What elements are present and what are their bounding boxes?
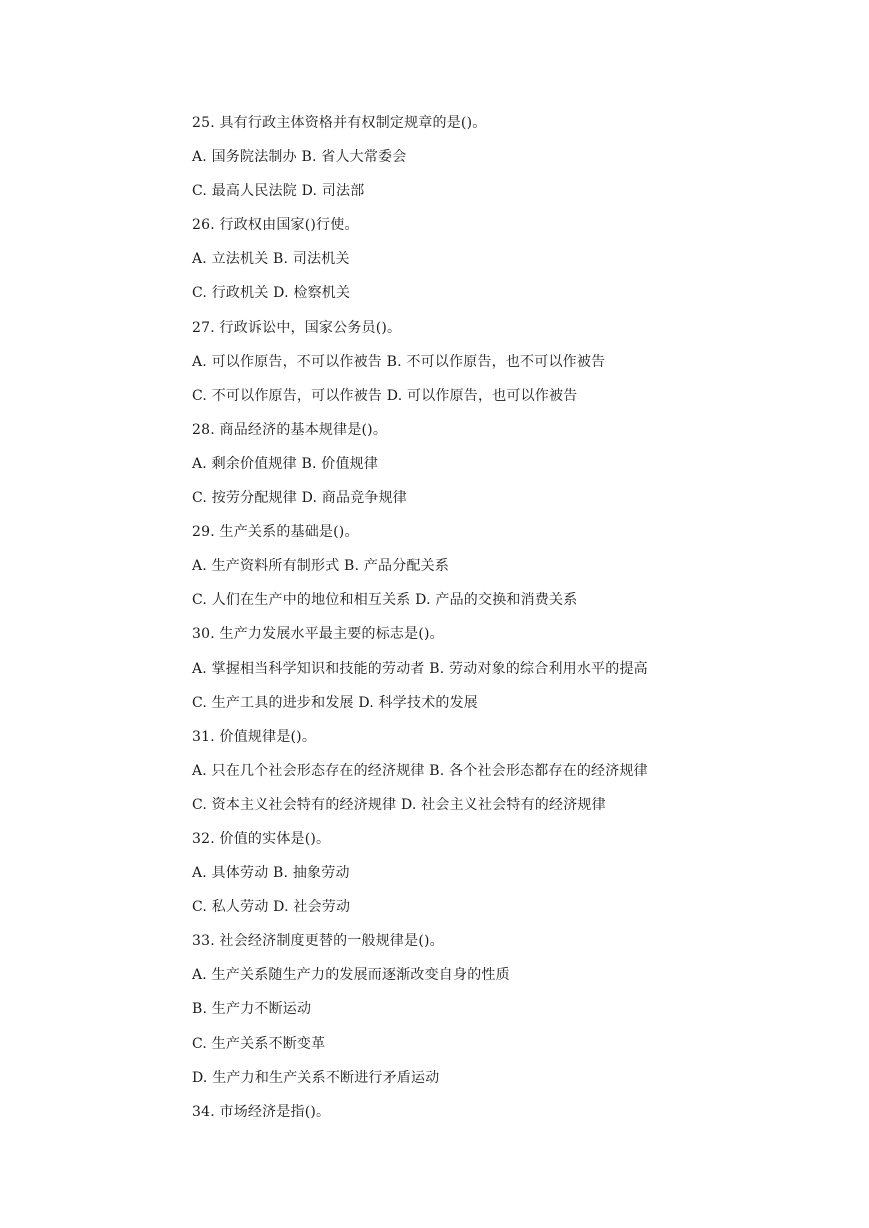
option-line: C. 私人劳动 D. 社会劳动 bbox=[192, 899, 351, 916]
option-line: A. 掌握相当科学知识和技能的劳动者 B. 劳动对象的综合利用水平的提高 bbox=[192, 660, 648, 677]
option-line: C. 不可以作原告，可以作被告 D. 可以作原告，也可以作被告 bbox=[192, 387, 578, 404]
option-line: C. 资本主义社会特有的经济规律 D. 社会主义社会特有的经济规律 bbox=[192, 796, 606, 813]
option-line: A. 可以作原告，不可以作被告 B. 不可以作原告，也不可以作被告 bbox=[192, 353, 606, 370]
option-line: C. 人们在生产中的地位和相互关系 D. 产品的交换和消费关系 bbox=[192, 592, 578, 609]
question-33: 33. 社会经济制度更替的一般规律是()。 bbox=[192, 933, 444, 950]
question-30: 30. 生产力发展水平最主要的标志是()。 bbox=[192, 626, 444, 643]
option-line: A. 生产资料所有制形式 B. 产品分配关系 bbox=[192, 558, 450, 575]
question-32: 32. 价值的实体是()。 bbox=[192, 830, 331, 847]
option-line: A. 生产关系随生产力的发展而逐渐改变自身的性质 bbox=[192, 967, 510, 984]
question-list bbox=[192, 112, 832, 1135]
option-line: C. 生产工具的进步和发展 D. 科学技术的发展 bbox=[192, 694, 478, 711]
option-line: A. 具体劳动 B. 抽象劳动 bbox=[192, 865, 350, 882]
option-line: A. 只在几个社会形态存在的经济规律 B. 各个社会形态都存在的经济规律 bbox=[192, 762, 648, 779]
option-line: C. 最高人民法院 D. 司法部 bbox=[192, 183, 365, 200]
question-27: 27. 行政诉讼中，国家公务员()。 bbox=[192, 319, 402, 336]
option-line: C. 按劳分配规律 D. 商品竞争规律 bbox=[192, 490, 407, 507]
option-line: C. 行政机关 D. 检察机关 bbox=[192, 285, 351, 302]
question-26: 26. 行政权由国家()行使。 bbox=[192, 217, 359, 234]
question-28: 28. 商品经济的基本规律是()。 bbox=[192, 421, 388, 438]
question-34: 34. 市场经济是指()。 bbox=[192, 1103, 331, 1120]
option-line: A. 剩余价值规律 B. 价值规律 bbox=[192, 455, 379, 472]
option-line: A. 立法机关 B. 司法机关 bbox=[192, 251, 350, 268]
option-line: D. 生产力和生产关系不断进行矛盾运动 bbox=[192, 1069, 440, 1086]
option-line: B. 生产力不断运动 bbox=[192, 1001, 312, 1018]
option-line: A. 国务院法制办 B. 省人大常委会 bbox=[192, 149, 407, 166]
question-31: 31. 价值规律是()。 bbox=[192, 728, 317, 745]
question-29: 29. 生产关系的基础是()。 bbox=[192, 524, 359, 541]
option-line: C. 生产关系不断变革 bbox=[192, 1035, 326, 1052]
question-25: 25. 具有行政主体资格并有权制定规章的是()。 bbox=[192, 115, 487, 131]
